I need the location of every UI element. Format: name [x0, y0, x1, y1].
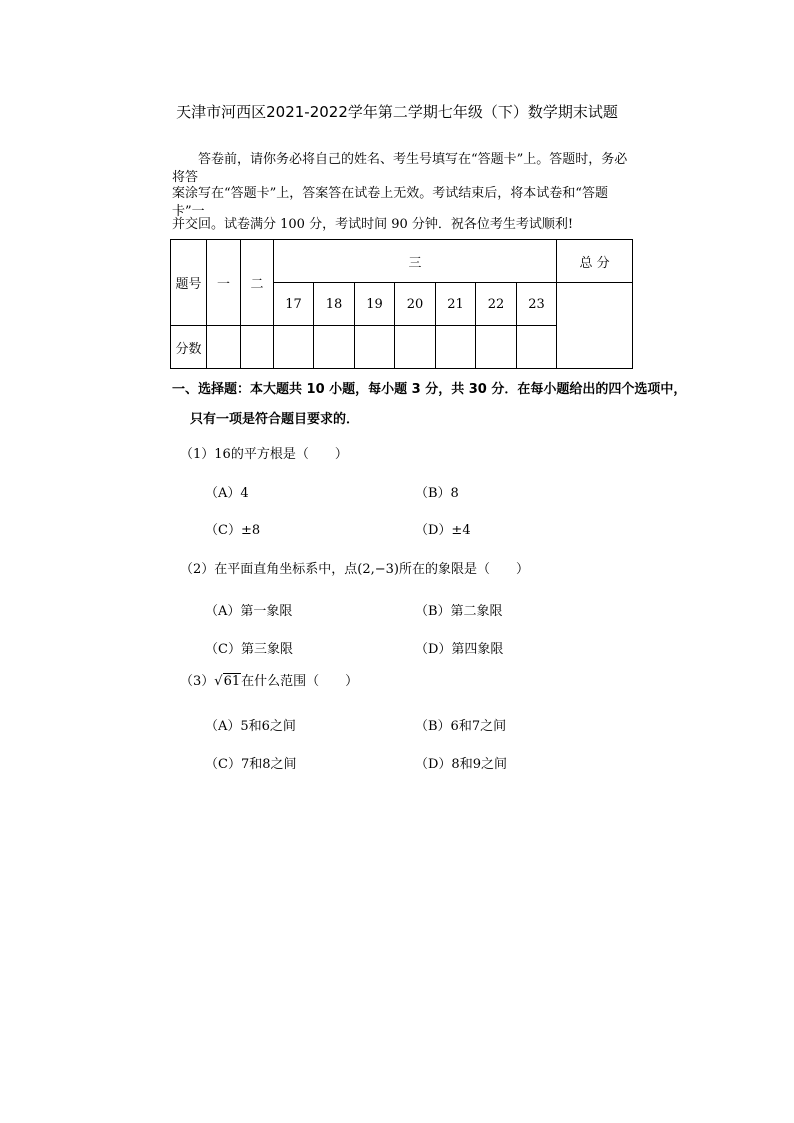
question-1-stem: （1）16的平方根是（ ）	[180, 447, 348, 462]
score-cell	[274, 326, 314, 369]
score-cell	[517, 326, 557, 369]
instruction-line: 案涂写在“答题卡”上，答案答在试卷上无效。考试结束后，将本试卷和“答题卡”一	[172, 186, 608, 219]
col-section-2: 二	[241, 240, 274, 326]
question-2-option-c: （C）第三象限	[205, 642, 293, 657]
question-3-text: 在什么范围（ ）	[241, 674, 359, 689]
question-3-stem	[180, 670, 358, 689]
score-cell	[476, 326, 517, 369]
section-1-heading: 一、选择题：本大题共 10 小题，每小题 3 分，共 30 分．在每小题给出的四个选项中，	[172, 382, 687, 397]
sub-col: 17	[274, 283, 314, 326]
instruction-line: 答卷前，请你务必将自己的姓名、考生号填写在“答题卡”上。答题时，务必将答	[172, 152, 628, 185]
question-3-option-d: （D）8和9之间	[415, 757, 507, 772]
score-cell	[207, 326, 241, 369]
question-1-option-d: （D）±4	[415, 523, 471, 538]
instruction-line: 并交回。试卷满分 100 分，考试时间 90 分钟．祝各位考生考试顺利!	[172, 217, 574, 232]
question-2-stem: （2）在平面直角坐标系中，点(2,−3)所在的象限是（ ）	[180, 562, 529, 577]
sub-col: 19	[355, 283, 395, 326]
col-total: 总 分	[557, 240, 633, 283]
sub-col: 22	[476, 283, 517, 326]
radical-sign-icon: √	[214, 674, 223, 689]
question-2-option-d: （D）第四象限	[415, 642, 504, 657]
col-section-3: 三	[274, 240, 557, 283]
score-cell	[355, 326, 395, 369]
sub-col: 21	[436, 283, 476, 326]
score-cell	[314, 326, 355, 369]
total-score-cell	[557, 283, 633, 369]
question-2-option-a: （A）第一象限	[205, 604, 293, 619]
radicand: 61	[223, 674, 241, 689]
sub-col: 23	[517, 283, 557, 326]
page-title: 天津市河西区2021-2022学年第二学期七年级（下）数学期末试题	[176, 103, 618, 121]
question-2-option-b: （B）第二象限	[415, 604, 503, 619]
question-3-option-c: （C）7和8之间	[205, 757, 297, 772]
question-1-option-a: （A）4	[205, 486, 249, 501]
question-1-option-c: （C）±8	[205, 523, 261, 538]
question-1-option-b: （B）8	[415, 486, 459, 501]
instructions-line-3	[172, 216, 632, 234]
row-label-question-number: 题号	[171, 240, 207, 326]
question-3-option-b: （B）6和7之间	[415, 719, 507, 734]
col-section-1: 一	[207, 240, 241, 326]
score-table	[170, 239, 633, 369]
score-cell	[395, 326, 436, 369]
score-cell	[436, 326, 476, 369]
instructions	[172, 151, 632, 187]
score-cell	[241, 326, 274, 369]
sub-col: 20	[395, 283, 436, 326]
row-label-score: 分数	[171, 326, 207, 369]
sub-col: 18	[314, 283, 355, 326]
sqrt-expression	[214, 674, 241, 689]
question-3-number: （3）	[180, 674, 215, 689]
section-1-heading-cont: 只有一项是符合题目要求的．	[190, 412, 360, 427]
question-3-option-a: （A）5和6之间	[205, 719, 296, 734]
